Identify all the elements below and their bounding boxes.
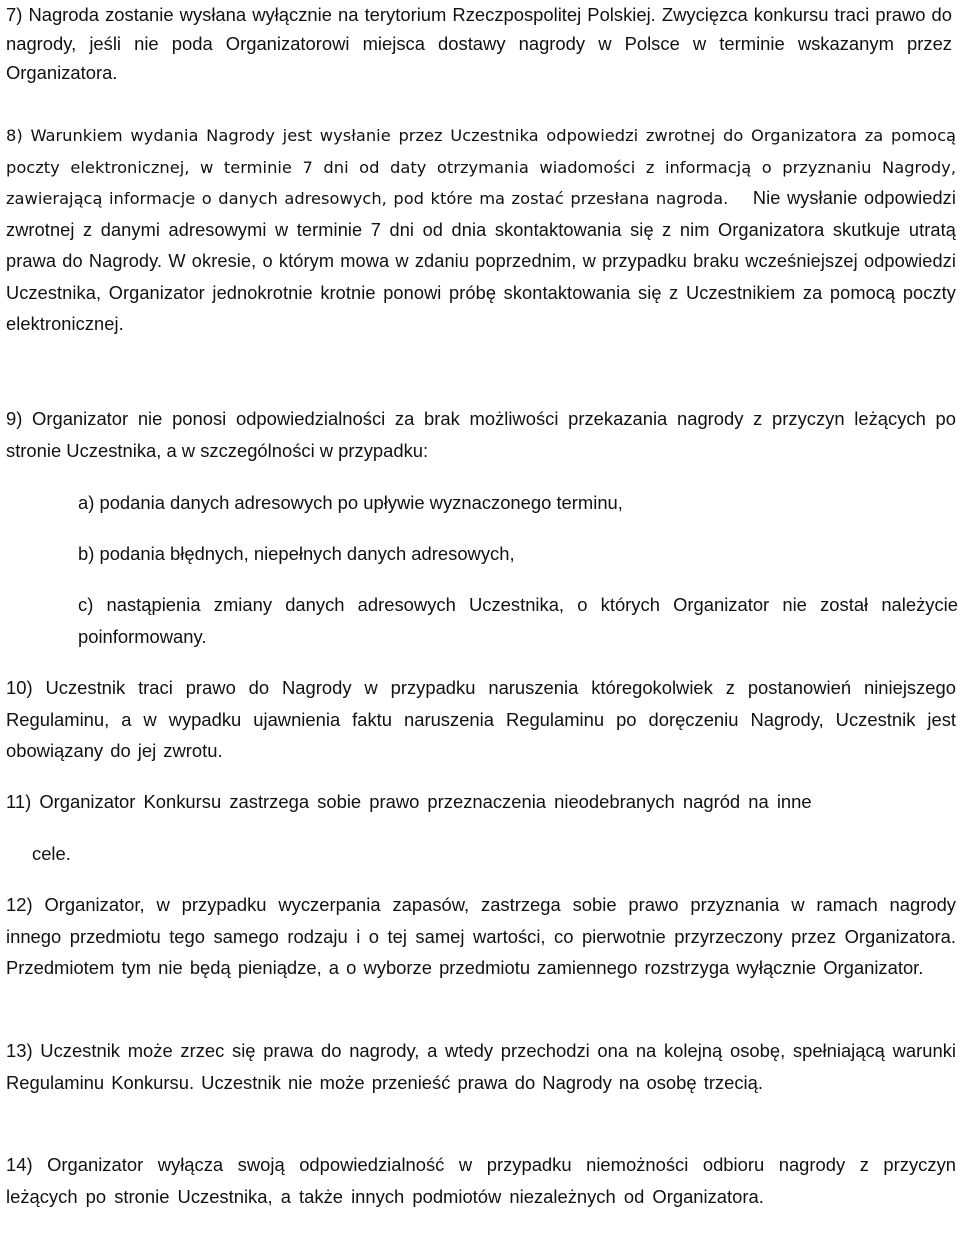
paragraph-8-tail: Nie wysłanie odpowiedzi zwrotnej z danymi adresowymi w terminie 7 dni od dnia skontaktowania się z nim Organizatora skutkuje utratą prawa do Nagrody. W okresie, o którym mowa w zdaniu poprzednim, w przypadku braku wcześniejszej odpowiedzi Uczestnika, Organizator jednokrotnie krotnie ponowi próbę skontaktowania się z Uczestnikiem za pomocą poczty elektronicznej. bbox=[6, 188, 956, 334]
paragraph-11-continuation: cele. bbox=[32, 843, 71, 864]
paragraph-8-lead: 8) Warunkiem wydania Nagrody jest wysłanie przez Uczestnika odpowiedzi zwrotnej do Organizatora za pomocą poczty elektronicznej, w terminie 7 dni od daty otrzymania wiadomości z informacją o przyznaniu Nagrody, zawierającą informacje o danych adresowych, pod które ma zostać przesłana nagroda. bbox=[6, 126, 956, 208]
paragraph-11: 11) Organizator Konkursu zastrzega sobie prawo przeznaczenia nieodebranych nagród na inne bbox=[6, 791, 812, 812]
paragraph-13: 13) Uczestnik może zrzec się prawa do nagrody, a wtedy przechodzi ona na kolejną osobę, spełniającą warunki Regulaminu Konkursu. Uczestnik nie może przenieść prawa do Nagrody na osobę trzecią. bbox=[6, 1040, 956, 1093]
paragraph-9-item-a: a) podania danych adresowych po upływie wyznaczonego terminu, bbox=[78, 492, 623, 513]
paragraph-14: 14) Organizator wyłącza swoją odpowiedzialność w przypadku niemożności odbioru nagrody z przyczyn leżących po stronie Uczestnika, a także innych podmiotów niezależnych od Organizatora. bbox=[6, 1154, 956, 1207]
paragraph-10: 10) Uczestnik traci prawo do Nagrody w przypadku naruszenia któregokolwiek z postanowień niniejszego Regulaminu, a w wypadku ujawnienia faktu naruszenia Regulaminu po doręczeniu Nagrody, Uczestnik jest obowiązany do jej zwrotu. bbox=[6, 677, 956, 761]
paragraph-9-item-c: c) nastąpienia zmiany danych adresowych Uczestnika, o których Organizator nie został należycie poinformowany. bbox=[78, 594, 958, 647]
paragraph-12: 12) Organizator, w przypadku wyczerpania zapasów, zastrzega sobie prawo przyznania w ramach nagrody innego przedmiotu tego samego rodzaju i o tej samej wartości, co pierwotnie przyrzeczony przez Organizatora. Przedmiotem tym nie będą pieniądze, a o wyborze przedmiotu zamiennego rozstrzyga wyłącznie Organizator. bbox=[6, 894, 956, 978]
paragraph-9-item-b: b) podania błędnych, niepełnych danych adresowych, bbox=[78, 543, 515, 564]
paragraph-8 bbox=[6, 120, 956, 341]
paragraph-9: 9) Organizator nie ponosi odpowiedzialności za brak możliwości przekazania nagrody z przyczyn leżących po stronie Uczestnika, a w szczególności w przypadku: bbox=[6, 408, 956, 461]
paragraph-7: 7) Nagroda zostanie wysłana wyłącznie na terytorium Rzeczpospolitej Polskiej. Zwycięzca konkursu traci prawo do nagrody, jeśli nie poda Organizatorowi miejsca dostawy nagrody w Polsce w terminie wskazanym przez Organizatora. bbox=[6, 4, 952, 83]
